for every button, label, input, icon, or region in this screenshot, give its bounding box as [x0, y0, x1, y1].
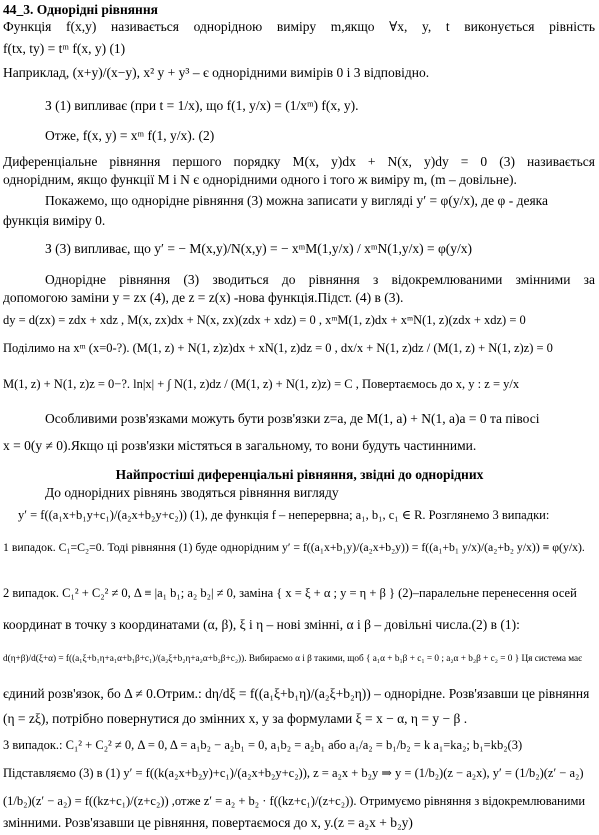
text-line-28: змінними. Розв'язавши це рівняння, повертаємося до x, y.(z = a₂x + b₂y) [3, 815, 413, 830]
text-line-22: d(η+β)/d(ξ+α) = f((a₁ξ+b₁η+a₁α+b₁β+c₁)/(a₂ξ+b₂η+a₂α+b₂β+c₂)). Вибираємо α і β такими, щоб { a₁α + b₁β + c₁ = 0 ; a₂α + b₂β + c₂ = 0 } Ця система має [3, 654, 583, 664]
text-line-23: єдиний розв'язок, бо Δ ≠ 0.Отрим.: dη/dξ = f((a₁ξ+b₁η)/(a₂ξ+b₂η)) – однорідне. Розв'язавши це рівняння [3, 686, 590, 701]
text-line-21: координат в точку з координатами (α, β), ξ і η – нові змінні, α і β – довільні числа.(2) в (1): [3, 617, 520, 632]
text-line-24: (η = zξ), потрібно повернутися до змінних x, y за формулами ξ = x − α, η = y − β . [3, 711, 468, 726]
text-line-8: Покажемо, що однорідне рівняння (3) можна записати у вигляді y′ = φ(y/x), де φ - деяка [45, 193, 549, 208]
text-line-1: Функція f(x,y) називається однорідною виміру m,якщо ∀x, y, t виконується рівність [3, 19, 595, 34]
text-line-17: x = 0(y ≠ 0).Якщо ці розв'язки містяться в загальному, то вони будуть частинними. [3, 438, 477, 453]
case-2-line: 2 випадок. C₁² + C₂² ≠ 0, Δ ≡ |a₁ b₁; a₂ b₂| ≠ 0, заміна { x = ξ + α ; y = η + β } (2)–паралельне перенесення осей [3, 586, 577, 600]
text-line-26: Підставляємо (3) в (1) y′ = f((k(a₂x+b₂y)+c₁)/(a₂x+b₂y+c₂)), z = a₂x + b₂y ⇒ y = (1/b₂)(z − a₂x), y′ = (1/b₂)(z′ − a₂) [3, 766, 584, 780]
text-line-4: З (1) випливає (при t = 1/x), що f(1, y/x) = (1/xᵐ) f(x, y). [45, 98, 359, 113]
equation-4: y′ = f((a₁x+b₁y+c₁)/(a₂x+b₂y+c₂)) (1), де функція f – неперервна; a₁, b₁, c₁ ∈ R. Розглянемо 3 випадки: [18, 508, 550, 522]
text-line-12: допомогою заміни y = zx (4), де z = z(x) -нова функція.Підст. (4) в (3). [3, 290, 404, 305]
text-line-7: однорідним, якщо функції M і N є однорідними одного і того ж виміру m, (m – довільне). [3, 172, 517, 187]
text-line-10: З (3) випливає, що y′ = − M(x,y)/N(x,y) = − xᵐM(1,y/x) / xᵐN(1,y/x) = φ(y/x) [45, 241, 473, 256]
text-line-11: Однорідне рівняння (3) зводиться до рівняння з відокремлюваними змінними за [45, 272, 595, 287]
text-line-15: M(1, z) + N(1, z)z = 0−?. ln|x| + ∫ N(1, z)dz / (M(1, z) + N(1, z)z) = C , Повертаємось до x, y : z = y/x [3, 377, 520, 391]
case-3-line: 3 випадок.: C₁² + C₂² ≠ 0, Δ = 0, Δ = a₁b₂ − a₂b₁ = 0, a₁b₂ = a₂b₁ або a₁/a₂ = b₁/b₂ = k a₁=ka₂; b₁=kb₂(3) [3, 738, 523, 752]
section-title: 44_3. Однорідні рівняння [3, 2, 158, 17]
subsection-title: Найпростіші диференціальні рівняння, звідні до однорідних [115, 467, 484, 482]
equation-2: Отже, f(x, y) = xᵐ f(1, y/x). (2) [45, 128, 215, 143]
text-line-3: Наприклад, (x+y)/(x−y), x² y + y³ – є однорідними вимірів 0 і 3 відповідно. [3, 65, 430, 80]
text-line-16: Особливими розв'язками можуть бути розв'язки z=a, де M(1, a) + N(1, a)a = 0 та півосі [45, 411, 540, 426]
text-line-18: До однорідних рівнянь зводяться рівняння вигляду [45, 485, 339, 500]
case-1-line: 1 випадок. C₁=C₂=0. Тоді рівняння (1) буде однорідним y′ = f((a₁x+b₁y)/(a₂x+b₂y)) = f((a₁+b₁ y/x)/(a₂+b₂ y/x)) ≡ φ(y/x). [3, 541, 585, 554]
text-line-9: функція виміру 0. [3, 213, 106, 228]
equation-1: f(tx, ty) = tᵐ f(x, y) (1) [3, 41, 126, 56]
text-line-14: Поділимо на xᵐ (x=0-?). (M(1, z) + N(1, z)z)dx + xN(1, z)dz = 0 , dx/x + N(1, z)dz / (M(1, z) + N(1, z)z) = 0 [3, 341, 553, 355]
text-line-27: (1/b₂)(z′ − a₂) = f((kz+c₁)/(z+c₂)) ,отже z′ = a₂ + b₂ · f((kz+c₁)/(z+c₂)). Отримуємо рівняння з відокремлюваними [3, 794, 586, 808]
equation-3: dy = d(zx) = zdx + xdz , M(x, zx)dx + N(x, zx)(zdx + xdz) = 0 , xᵐM(1, z)dx + xᵐN(1, z)(zdx + xdz) = 0 [3, 313, 526, 327]
text-line-6: Диференціальне рівняння першого порядку M(x, y)dx + N(x, y)dy = 0 (3) називається [3, 154, 595, 169]
